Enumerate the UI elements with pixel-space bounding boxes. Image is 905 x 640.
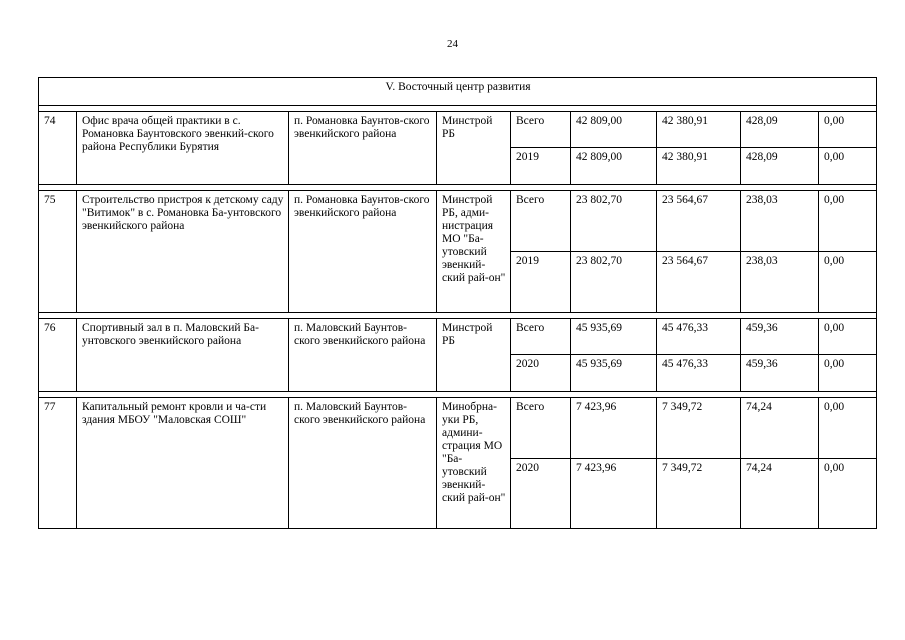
total-value: 45 935,69 xyxy=(571,355,657,392)
table-row xyxy=(39,319,877,355)
regional-value: 74,24 xyxy=(741,398,819,459)
local-value: 0,00 xyxy=(819,252,877,313)
responsible-org: Минстрой РБ xyxy=(437,112,511,185)
section-title: V. Восточный центр развития xyxy=(39,78,877,106)
total-value: 42 809,00 xyxy=(571,148,657,185)
object-name: Строительство пристроя к детскому саду "Витимок" в с. Романовка Ба-унтовского эвенкийского района xyxy=(77,191,289,313)
row-number: 76 xyxy=(39,319,77,392)
year-cell: Всего xyxy=(511,319,571,355)
local-value: 0,00 xyxy=(819,148,877,185)
year-cell: 2019 xyxy=(511,148,571,185)
total-value: 7 423,96 xyxy=(571,398,657,459)
federal-value: 42 380,91 xyxy=(657,148,741,185)
table-row xyxy=(39,191,877,252)
year-cell: 2019 xyxy=(511,252,571,313)
object-name: Офис врача общей практики в с. Романовка Баунтовского эвенкий-ского района Республики Бурятия xyxy=(77,112,289,185)
regional-value: 428,09 xyxy=(741,148,819,185)
federal-value: 7 349,72 xyxy=(657,459,741,529)
local-value: 0,00 xyxy=(819,191,877,252)
budget-table xyxy=(38,77,877,529)
table-row xyxy=(39,398,877,459)
row-number: 77 xyxy=(39,398,77,529)
location: п. Маловский Баунтов-ского эвенкийского района xyxy=(289,319,437,392)
federal-value: 23 564,67 xyxy=(657,252,741,313)
responsible-org: Минстрой РБ, адми-нистрация МО "Ба-утовский эвенкий-ский рай-он" xyxy=(437,191,511,313)
location: п. Романовка Баунтов-ского эвенкийского района xyxy=(289,191,437,313)
local-value: 0,00 xyxy=(819,459,877,529)
object-name: Спортивный зал в п. Маловский Ба-унтовского эвенкийского района xyxy=(77,319,289,392)
responsible-org: Минобрна-уки РБ, админи-страция МО "Ба-утовский эвенкий-ский рай-он" xyxy=(437,398,511,529)
year-cell: Всего xyxy=(511,191,571,252)
regional-value: 74,24 xyxy=(741,459,819,529)
total-value: 7 423,96 xyxy=(571,459,657,529)
federal-value: 45 476,33 xyxy=(657,355,741,392)
local-value: 0,00 xyxy=(819,398,877,459)
year-cell: 2020 xyxy=(511,459,571,529)
total-value: 45 935,69 xyxy=(571,319,657,355)
regional-value: 459,36 xyxy=(741,319,819,355)
federal-value: 7 349,72 xyxy=(657,398,741,459)
regional-value: 238,03 xyxy=(741,252,819,313)
location: п. Романовка Баунтов-ского эвенкийского района xyxy=(289,112,437,185)
local-value: 0,00 xyxy=(819,355,877,392)
local-value: 0,00 xyxy=(819,319,877,355)
row-number: 74 xyxy=(39,112,77,185)
regional-value: 238,03 xyxy=(741,191,819,252)
year-cell: Всего xyxy=(511,398,571,459)
row-number: 75 xyxy=(39,191,77,313)
table-row xyxy=(39,112,877,148)
total-value: 23 802,70 xyxy=(571,252,657,313)
regional-value: 459,36 xyxy=(741,355,819,392)
responsible-org: Минстрой РБ xyxy=(437,319,511,392)
local-value: 0,00 xyxy=(819,112,877,148)
year-cell: 2020 xyxy=(511,355,571,392)
location: п. Маловский Баунтов-ского эвенкийского района xyxy=(289,398,437,529)
section-header-row xyxy=(39,78,877,106)
total-value: 23 802,70 xyxy=(571,191,657,252)
total-value: 42 809,00 xyxy=(571,112,657,148)
federal-value: 45 476,33 xyxy=(657,319,741,355)
regional-value: 428,09 xyxy=(741,112,819,148)
object-name: Капитальный ремонт кровли и ча-сти здания МБОУ "Маловская СОШ" xyxy=(77,398,289,529)
federal-value: 23 564,67 xyxy=(657,191,741,252)
year-cell: Всего xyxy=(511,112,571,148)
federal-value: 42 380,91 xyxy=(657,112,741,148)
page-number: 24 xyxy=(447,38,458,50)
